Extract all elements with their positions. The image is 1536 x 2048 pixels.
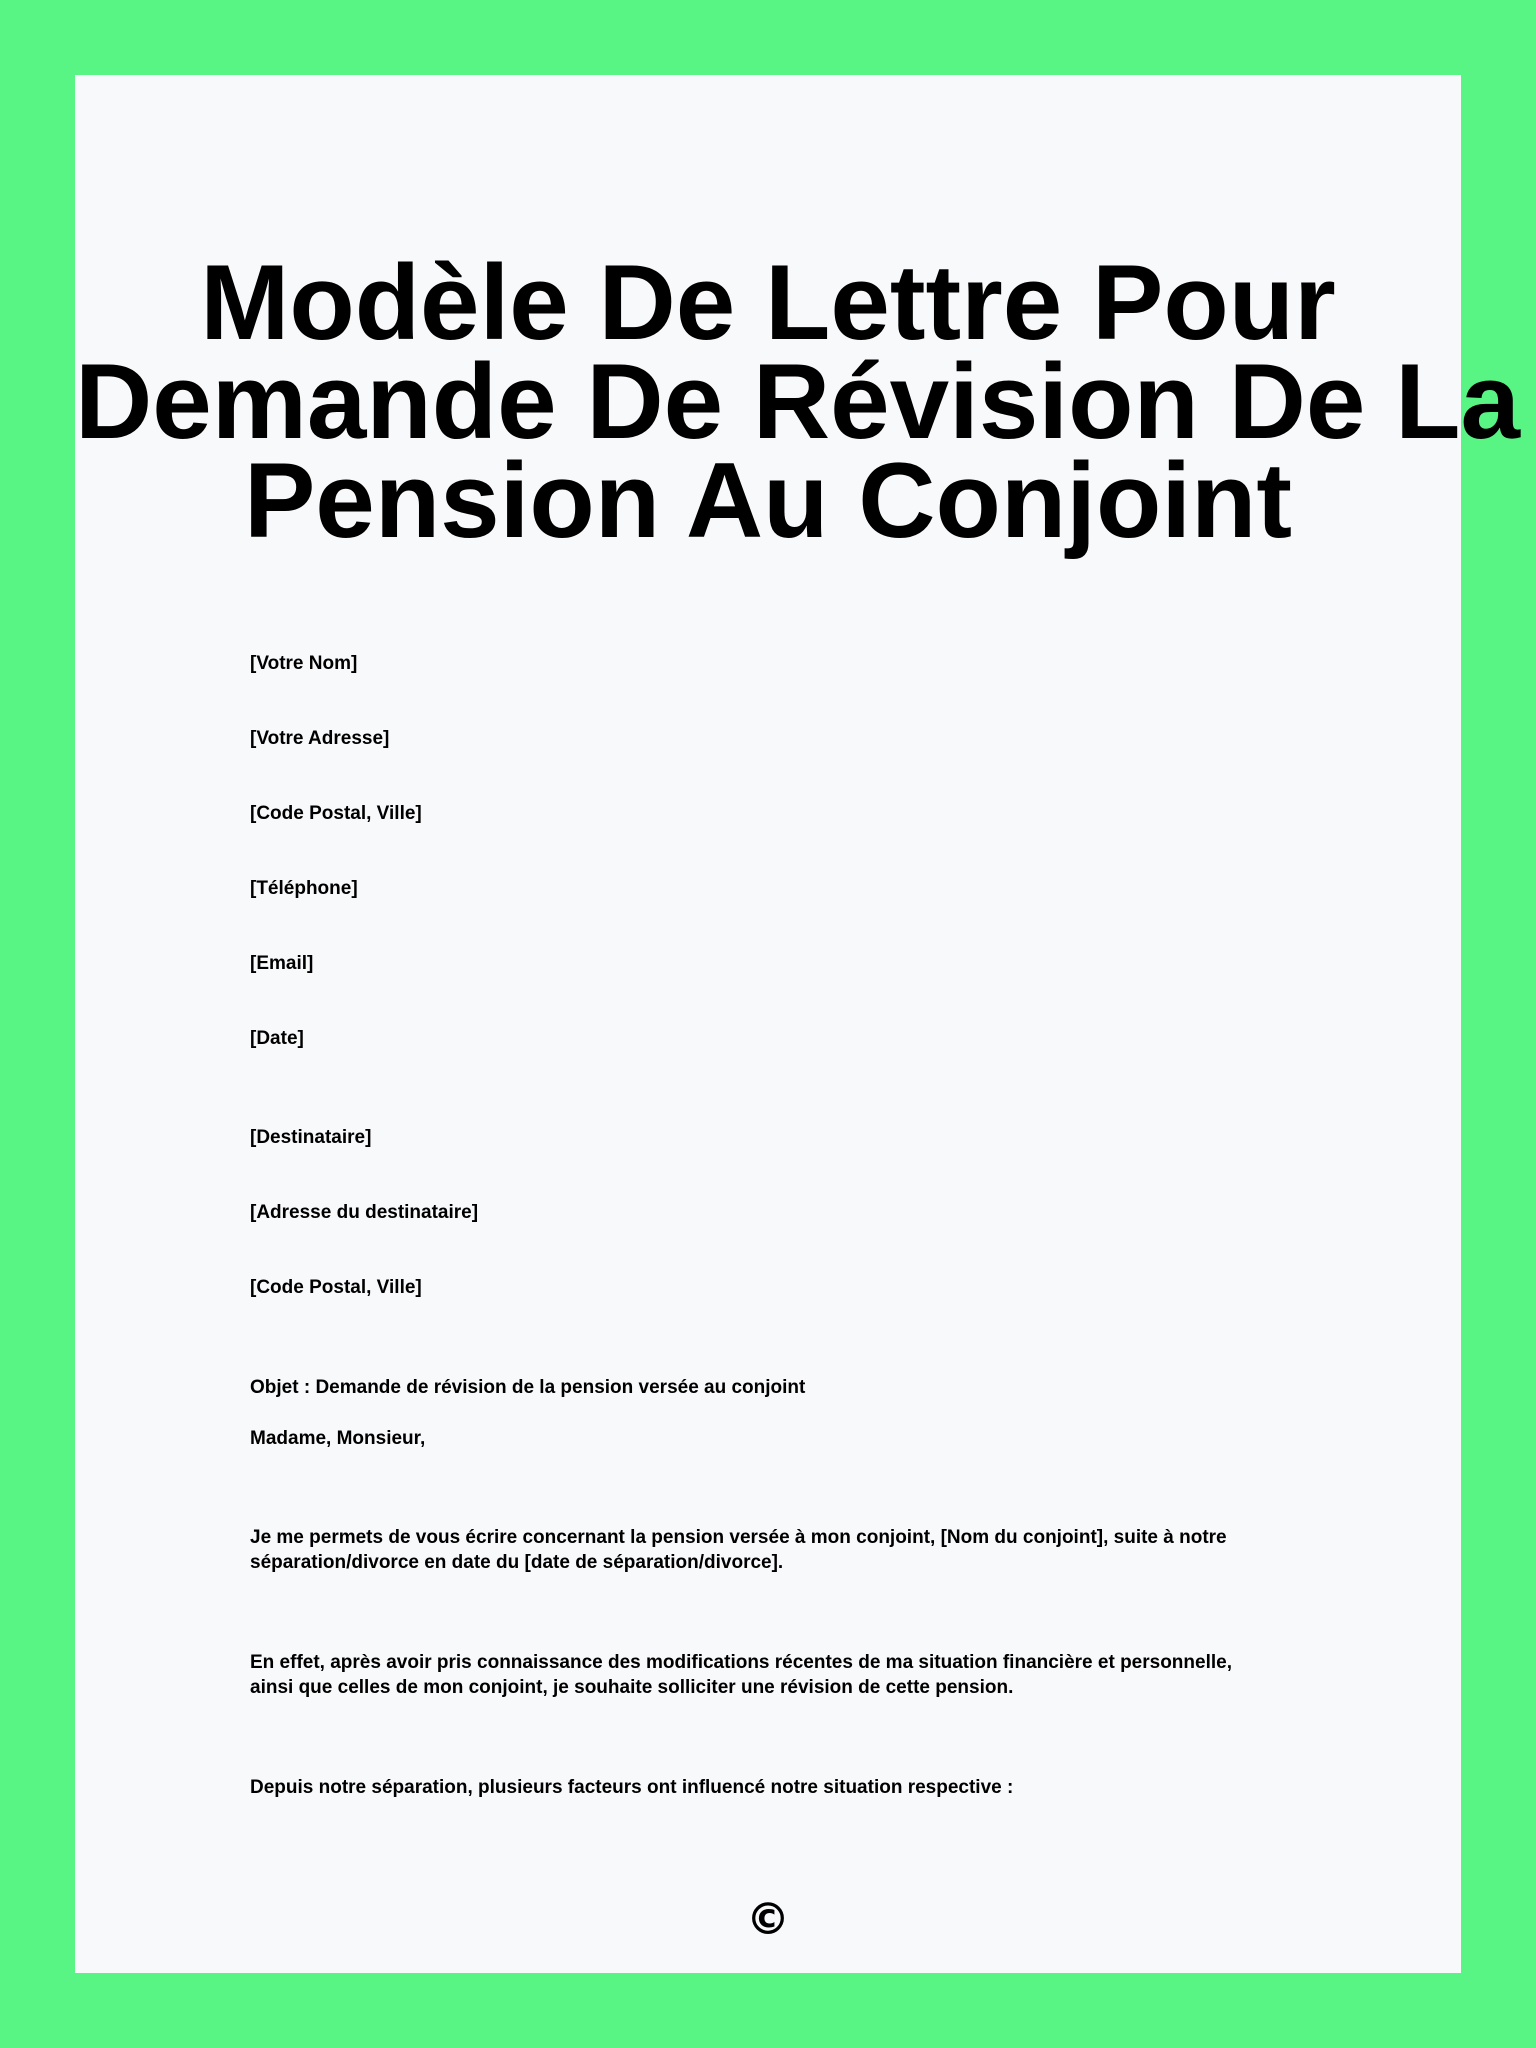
title-line-1: Modèle De Lettre Pour — [200, 242, 1336, 362]
sender-postal-city: [Code Postal, Ville] — [250, 803, 422, 824]
title-line-2: Demande De Révision De La — [75, 341, 1520, 461]
body-paragraph-2: En effet, après avoir pris connaissance des modifications récentes de ma situation financière et personnelle, ainsi que celles de mon conjoint, je souhaite solliciter une révision de cette pension. — [250, 1652, 1232, 1698]
title-line-3: Pension Au Conjoint — [243, 440, 1293, 560]
copyright-icon: © — [746, 1894, 790, 1945]
sender-name: [Votre Nom] — [250, 653, 358, 674]
body-paragraph-1: Je me permets de vous écrire concernant la pension versée à mon conjoint, [Nom du conjoint], suite à notre séparation/divorce en date du [date de séparation/divorce]. — [250, 1527, 1227, 1573]
page-title — [75, 242, 1520, 560]
letter-date: [Date] — [250, 1028, 304, 1049]
recipient-address: [Adresse du destinataire] — [250, 1202, 479, 1223]
sender-address: [Votre Adresse] — [250, 728, 390, 749]
letter-subject: Objet : Demande de révision de la pension versée au conjoint — [250, 1377, 806, 1398]
letter-page — [75, 75, 1520, 1973]
recipient-name: [Destinataire] — [250, 1127, 372, 1148]
letter-salutation: Madame, Monsieur, — [250, 1428, 426, 1449]
sender-phone: [Téléphone] — [250, 878, 358, 899]
body-paragraph-3: Depuis notre séparation, plusieurs facteurs ont influencé notre situation respective : — [250, 1777, 1014, 1798]
recipient-postal-city: [Code Postal, Ville] — [250, 1277, 422, 1298]
sender-email: [Email] — [250, 953, 314, 974]
